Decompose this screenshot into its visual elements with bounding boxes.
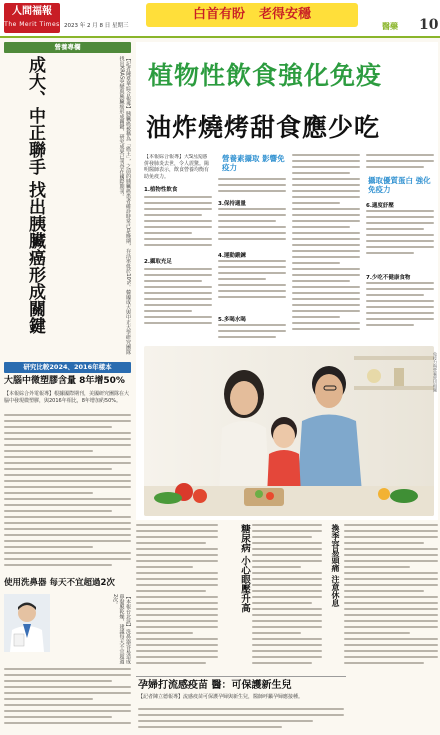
logo-subtitle: The Merit Times	[4, 20, 60, 28]
article-body-bottom-lines	[4, 668, 131, 730]
feature-intro: 【本報綜合報導】大S因流感併發肺炎去世，令人震驚。陽明醫師表示，飲食營養均衡有助免疫力。	[144, 154, 210, 180]
divider	[136, 676, 346, 677]
feature-title-line1: 植物性飲食強化免疫	[148, 61, 383, 90]
left-column	[4, 42, 131, 732]
bottom-col-3	[344, 524, 438, 674]
dateline: 2023 年 2 月 8 日 星期三	[64, 23, 129, 29]
bottom-col-2	[252, 524, 322, 674]
article-body-mid-lines	[4, 414, 131, 574]
family-cooking-photo	[144, 346, 434, 516]
feature-article	[136, 42, 438, 520]
article-body-bottom: 【本報台北訊】洗鼻器容易造成鼻黏膜乾燥，建議每天不宜超過2次。	[112, 594, 131, 664]
article-body-top: 【記者陳羣華綜合報導】胰臟癌被稱為「癌王」，之前的胰臟癌患者確診時常已是晚期，存活率低於10%。韓國成大與中正大學研究團隊找出KRAS突變與胰臟癌形成關鍵，研究成果已刊登在國際期刊。	[118, 56, 131, 355]
subhead-4: 4.運動鍛鍊	[218, 253, 246, 259]
pullquote-1: 營養素攝取 影響免疫力	[222, 154, 285, 172]
headline-seasonal-headache: 換季容易頭痛 注意休息	[331, 524, 340, 607]
column-tag-mid: 研究比較2024、2016年樣本	[4, 362, 131, 373]
feature-col-1	[144, 154, 212, 346]
page-header	[0, 0, 440, 38]
article-body-flu: 【記者陳立德報導】流感疫苗可保護孕婦與新生兒，醫師呼籲孕婦應接種。	[138, 694, 304, 700]
column-tag-top: 營養專欄	[4, 42, 131, 53]
doctor-photo	[4, 594, 50, 652]
headline-pancreatic-cancer: 成大、中正聯手 找出胰臟癌形成關鍵	[25, 56, 45, 334]
newspaper-logo	[4, 3, 60, 33]
feature-col-2	[218, 154, 286, 346]
subhead-2: 2.攝取充足	[144, 258, 172, 265]
page-number: 10	[419, 17, 439, 33]
headline-flu-vaccine: 孕婦打流感疫苗 醫：可保護新生兒	[138, 680, 292, 691]
feature-title-line2: 油炸燒烤甜食應少吃	[146, 113, 381, 142]
photo-caption: 免疫力與營養密切相關	[433, 352, 438, 392]
article-body-flu-lines	[138, 708, 344, 732]
pullquote-2: 攝取優質蛋白 強化免疫力	[368, 176, 431, 194]
header-banner	[146, 3, 358, 27]
section-name: 醫藥	[382, 22, 398, 31]
headline-microplastics: 大腦中微塑膠含量 8年增50%	[4, 376, 125, 386]
subhead-5: 5.多喝水喝	[218, 317, 246, 323]
logo-title: 人間福報	[12, 6, 52, 17]
banner-left-text: 白首有盼	[192, 6, 245, 22]
article-body-mid: 【本報綜合外電報導】根據國際期刊，美國研究團隊在大腦中發現微塑膠，與2016年相比，8年增加約50%。	[4, 391, 130, 404]
subhead-1: 1.植物性飲食	[144, 187, 178, 193]
subhead-3: 3.保持適量	[218, 201, 246, 207]
header-rule	[0, 36, 440, 38]
feature-col-3	[292, 154, 360, 346]
feature-body-columns	[144, 154, 434, 346]
headline-glaucoma: 糖尿病 小心眼壓升高	[239, 524, 250, 613]
subhead-7: 7.少吃不健康食物	[366, 275, 411, 281]
bottom-col-1	[136, 524, 218, 674]
subhead-6: 6.適度紓壓	[366, 203, 394, 209]
feature-col-4	[366, 154, 434, 346]
bottom-section	[136, 524, 438, 732]
banner-right-text: 老得安穩	[259, 6, 312, 22]
headline-nasal-rinse: 使用洗鼻器 每天不宜超過2次	[4, 578, 115, 588]
